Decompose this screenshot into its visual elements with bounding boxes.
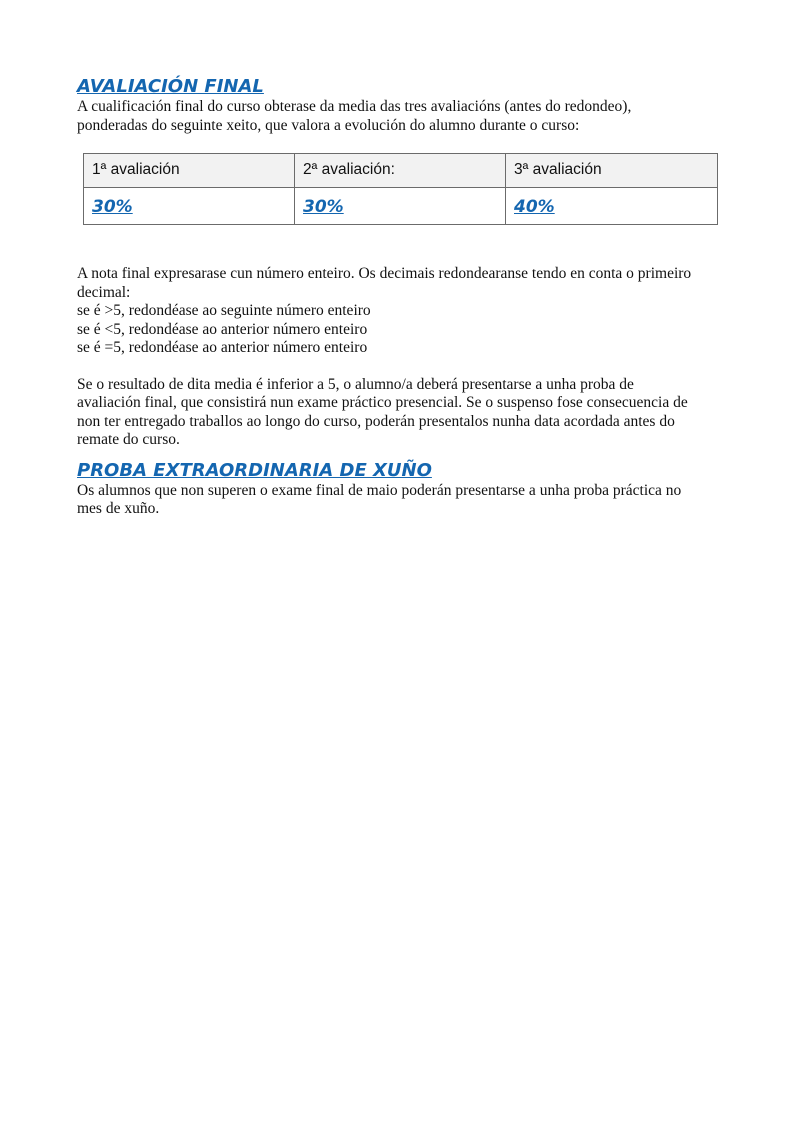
weight-cell-second-evaluation: 30%: [295, 188, 506, 225]
evaluation-weights-table: [83, 153, 718, 225]
failure-line-1: Se o resultado de dita media é inferior a 5, o alumno/a deberá presentarse a unha proba de: [77, 375, 634, 393]
rounding-rule: se é =5, redondéase ao anterior número enteiro: [77, 339, 368, 356]
table-header-row: [84, 154, 718, 188]
extraordinary-line-2: mes de xuño.: [77, 500, 160, 517]
section-heading-extraordinary-exam: PROBA EXTRAORDINARIA DE XUÑO: [77, 459, 432, 481]
intro-line-2: ponderadas do seguinte xeito, que valora a evolución do alumno durante o curso:: [77, 116, 580, 134]
table-row: [84, 188, 718, 225]
failure-line-2: avaliación final, que consistirá nun exame práctico presencial. Se o suspenso fose consecuencia de: [77, 394, 688, 411]
header-cell-first-evaluation: 1ª avaliación: [84, 154, 295, 188]
rounding-paragraph: [77, 265, 717, 358]
failure-line-4: remate do curso.: [77, 431, 180, 448]
intro-paragraph: [77, 98, 717, 135]
failure-paragraph: [77, 376, 717, 450]
spacer: [77, 450, 717, 460]
spacer: [77, 358, 717, 376]
extraordinary-line-1: Os alumnos que non superen o exame final de maio poderán presentarse a unha proba práctica no: [77, 481, 682, 499]
header-cell-second-evaluation: 2ª avaliación:: [295, 154, 506, 188]
weight-cell-first-evaluation: 30%: [84, 188, 295, 225]
section-heading-final-evaluation: AVALIACIÓN FINAL: [77, 76, 264, 97]
weight-cell-third-evaluation: 40%: [506, 188, 718, 225]
rounding-rule: se é >5, redondéase ao seguinte número enteiro: [77, 302, 371, 319]
intro-line-1: A cualificación final do curso obterase da media das tres avaliacións (antes do redondeo),: [77, 98, 632, 115]
rounding-line-2: decimal:: [77, 283, 131, 301]
failure-line-3: non ter entregado traballos ao longo do curso, poderán presentalos nunha data acordada antes do: [77, 412, 675, 430]
spacer: [77, 225, 717, 265]
rounding-line-1: A nota final expresarase cun número enteiro. Os decimais redondearanse tendo en conta o primeiro: [77, 265, 692, 282]
document-page: [77, 76, 717, 519]
rounding-rule: se é <5, redondéase ao anterior número enteiro: [77, 320, 368, 338]
header-cell-third-evaluation: 3ª avaliación: [506, 154, 718, 188]
extraordinary-paragraph: [77, 482, 717, 519]
